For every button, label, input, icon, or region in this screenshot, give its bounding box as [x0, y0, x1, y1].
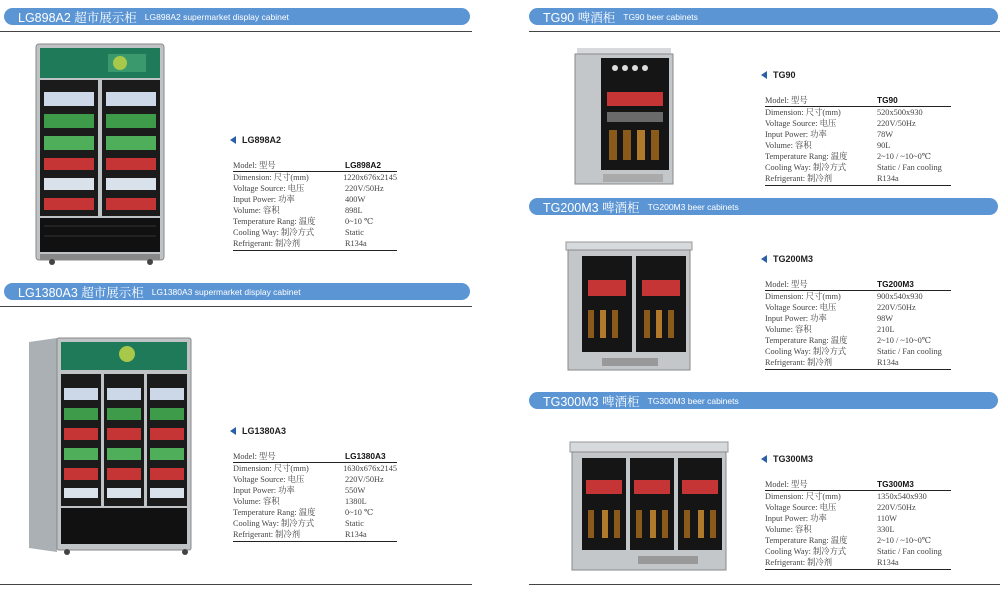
spec-value: R134a: [345, 239, 367, 248]
model-tag-label: TG200M3: [773, 254, 814, 264]
section-bar-lg1380a3: [4, 283, 470, 300]
spec-key: Volume: 容积: [233, 497, 280, 506]
spec-row: [765, 513, 951, 524]
spec-value: 550W: [345, 486, 366, 495]
triangle-marker-icon: [761, 71, 767, 79]
triangle-marker-icon: [230, 427, 236, 435]
spec-row: [765, 335, 951, 346]
spec-row: [765, 491, 951, 502]
spec-row: [765, 357, 951, 368]
spec-value: 400W: [345, 195, 366, 204]
spec-key: Voltage Source: 电压: [765, 303, 837, 312]
spec-row: [233, 227, 397, 238]
spec-row: [765, 535, 951, 546]
section-title-cn: LG1380A3 超市展示柜: [18, 285, 144, 300]
spec-key: Volume: 容积: [233, 206, 280, 215]
section-bar-lg898a2: [4, 8, 470, 25]
spec-row: [765, 129, 951, 140]
spec-key: Cooling Way: 制冷方式: [233, 519, 315, 528]
spec-value: R134a: [877, 558, 899, 567]
spec-value: Static / Fan cooling: [877, 163, 942, 172]
spec-key: Dimension: 尺寸(mm): [765, 292, 841, 301]
spec-key: Temperature Rang: 温度: [233, 217, 316, 226]
spec-key: Voltage Source: 电压: [233, 475, 305, 484]
spec-key: Model: 型号: [765, 480, 808, 489]
spec-row: [765, 95, 951, 107]
spec-value: 220V/50Hz: [345, 475, 384, 484]
spec-key: Voltage Source: 电压: [765, 503, 837, 512]
spec-value: TG300M3: [877, 479, 914, 489]
spec-key: Model: 型号: [233, 452, 276, 461]
model-tag-label: LG1380A3: [242, 426, 287, 436]
spec-key: Voltage Source: 电压: [233, 184, 305, 193]
section-title-cn: TG200M3 啤酒柜: [543, 200, 640, 215]
spec-table-tg90: [765, 95, 951, 186]
spec-key: Dimension: 尺寸(mm): [765, 108, 841, 117]
spec-value: 1220x676x2145: [343, 173, 397, 182]
divider: [0, 584, 472, 585]
spec-key: Refrigerant: 制冷剂: [765, 174, 833, 183]
model-tag-label: LG898A2: [242, 135, 282, 145]
spec-value: Static: [345, 519, 364, 528]
spec-row: [233, 183, 397, 194]
spec-table-lg1380a3: [233, 451, 397, 542]
spec-table-lg898a2: [233, 160, 397, 251]
spec-value: Static: [345, 228, 364, 237]
divider: [0, 31, 472, 32]
tg90-cabinet-image: [573, 46, 675, 188]
spec-key: Input Power: 功率: [765, 514, 827, 523]
section-title-en: TG300M3 beer cabinets: [647, 395, 739, 406]
spec-value: 2~10 / ~10~0℃: [877, 536, 932, 545]
spec-key: Input Power: 功率: [765, 130, 827, 139]
spec-row: [233, 485, 397, 496]
model-tag-label: TG300M3: [773, 454, 814, 464]
model-tag: [230, 426, 286, 436]
spec-rule: [233, 541, 397, 542]
spec-key: Temperature Rang: 温度: [765, 152, 848, 161]
spec-row: [233, 451, 397, 463]
spec-value: 0~10 ℃: [345, 217, 374, 226]
spec-row: [233, 463, 397, 474]
spec-key: Model: 型号: [765, 96, 808, 105]
spec-value: 2~10 / ~10~0℃: [877, 152, 932, 161]
spec-key: Model: 型号: [233, 161, 276, 170]
spec-row: [233, 529, 397, 540]
spec-value: 110W: [877, 514, 897, 523]
spec-key: Cooling Way: 制冷方式: [765, 163, 847, 172]
spec-value: 220V/50Hz: [877, 303, 916, 312]
spec-value: 0~10 ℃: [345, 508, 374, 517]
spec-row: [765, 302, 951, 313]
spec-row: [233, 205, 397, 216]
lg1380a3-cabinet-image: [27, 336, 197, 556]
spec-row: [765, 546, 951, 557]
divider: [529, 584, 1000, 585]
spec-key: Cooling Way: 制冷方式: [233, 228, 315, 237]
spec-table-tg200m3: [765, 279, 951, 370]
spec-key: Refrigerant: 制冷剂: [765, 358, 833, 367]
triangle-marker-icon: [761, 255, 767, 263]
spec-value: 330L: [877, 525, 895, 534]
spec-row: [765, 151, 951, 162]
section-title-cn: LG898A2 超市展示柜: [18, 10, 137, 25]
spec-key: Input Power: 功率: [233, 486, 295, 495]
spec-key: Refrigerant: 制冷剂: [233, 239, 301, 248]
spec-key: Dimension: 尺寸(mm): [233, 173, 309, 182]
spec-row: [233, 474, 397, 485]
lg898a2-cabinet-image: [34, 42, 174, 266]
spec-key: Refrigerant: 制冷剂: [765, 558, 833, 567]
spec-value: 210L: [877, 325, 895, 334]
spec-rule: [765, 569, 951, 570]
model-tag-label: TG90: [773, 70, 796, 80]
spec-value: 520x500x930: [877, 108, 923, 117]
spec-value: R134a: [877, 174, 899, 183]
spec-row: [233, 518, 397, 529]
spec-value: TG90: [877, 95, 898, 105]
spec-value: TG200M3: [877, 279, 914, 289]
model-tag: [230, 135, 281, 145]
divider: [0, 306, 472, 307]
spec-row: [765, 502, 951, 513]
spec-rule: [765, 185, 951, 186]
spec-row: [765, 291, 951, 302]
spec-row: [765, 140, 951, 151]
spec-key: Cooling Way: 制冷方式: [765, 547, 847, 556]
section-title-cn: TG300M3 啤酒柜: [543, 394, 640, 409]
spec-value: LG1380A3: [345, 451, 386, 461]
spec-value: 1630x676x2145: [343, 464, 397, 473]
spec-value: 898L: [345, 206, 363, 215]
section-bar-tg300m3: [529, 392, 998, 409]
spec-table-tg300m3: [765, 479, 951, 570]
spec-row: [765, 313, 951, 324]
spec-value: 220V/50Hz: [877, 119, 916, 128]
section-title-en: LG1380A3 supermarket display cabinet: [151, 286, 301, 297]
spec-value: 90L: [877, 141, 891, 150]
spec-key: Input Power: 功率: [765, 314, 827, 323]
spec-row: [765, 118, 951, 129]
spec-value: 220V/50Hz: [877, 503, 916, 512]
spec-key: Temperature Rang: 温度: [765, 536, 848, 545]
spec-value: Static / Fan cooling: [877, 547, 942, 556]
spec-key: Temperature Rang: 温度: [765, 336, 848, 345]
spec-value: 2~10 / ~10~0℃: [877, 336, 932, 345]
spec-value: Static / Fan cooling: [877, 347, 942, 356]
spec-row: [233, 216, 397, 227]
spec-value: 220V/50Hz: [345, 184, 384, 193]
triangle-marker-icon: [761, 455, 767, 463]
spec-row: [765, 162, 951, 173]
spec-key: Dimension: 尺寸(mm): [765, 492, 841, 501]
model-tag: [761, 454, 813, 464]
spec-key: Input Power: 功率: [233, 195, 295, 204]
tg200m3-cabinet-image: [564, 240, 694, 375]
model-tag: [761, 70, 796, 80]
spec-rule: [765, 369, 951, 370]
spec-value: R134a: [877, 358, 899, 367]
spec-key: Cooling Way: 制冷方式: [765, 347, 847, 356]
spec-key: Model: 型号: [765, 280, 808, 289]
spec-key: Volume: 容积: [765, 141, 812, 150]
spec-row: [765, 107, 951, 118]
spec-key: Temperature Rang: 温度: [233, 508, 316, 517]
spec-key: Volume: 容积: [765, 325, 812, 334]
triangle-marker-icon: [230, 136, 236, 144]
spec-row: [233, 496, 397, 507]
spec-value: 1380L: [345, 497, 367, 506]
spec-value: 98W: [877, 314, 894, 323]
spec-key: Refrigerant: 制冷剂: [233, 530, 301, 539]
spec-value: R134a: [345, 530, 367, 539]
section-bar-tg90: [529, 8, 998, 25]
section-title-en: TG90 beer cabinets: [623, 11, 698, 22]
spec-row: [765, 324, 951, 335]
spec-value: 1350x540x930: [877, 492, 927, 501]
model-tag: [761, 254, 813, 264]
spec-rule: [233, 250, 397, 251]
spec-row: [765, 524, 951, 535]
spec-value: LG898A2: [345, 160, 381, 170]
spec-key: Dimension: 尺寸(mm): [233, 464, 309, 473]
section-title-cn: TG90 啤酒柜: [543, 10, 616, 25]
spec-row: [233, 172, 397, 183]
spec-row: [765, 346, 951, 357]
spec-row: [233, 160, 397, 172]
spec-row: [233, 507, 397, 518]
section-title-en: TG200M3 beer cabinets: [647, 201, 739, 212]
spec-row: [233, 194, 397, 205]
spec-value: 900x540x930: [877, 292, 923, 301]
spec-row: [765, 479, 951, 491]
section-bar-tg200m3: [529, 198, 998, 215]
spec-row: [233, 238, 397, 249]
spec-row: [765, 173, 951, 184]
tg300m3-cabinet-image: [568, 440, 730, 574]
spec-key: Voltage Source: 电压: [765, 119, 837, 128]
divider: [529, 31, 1000, 32]
spec-row: [765, 279, 951, 291]
section-title-en: LG898A2 supermarket display cabinet: [144, 11, 289, 22]
spec-key: Volume: 容积: [765, 525, 812, 534]
spec-row: [765, 557, 951, 568]
spec-value: 78W: [877, 130, 894, 139]
